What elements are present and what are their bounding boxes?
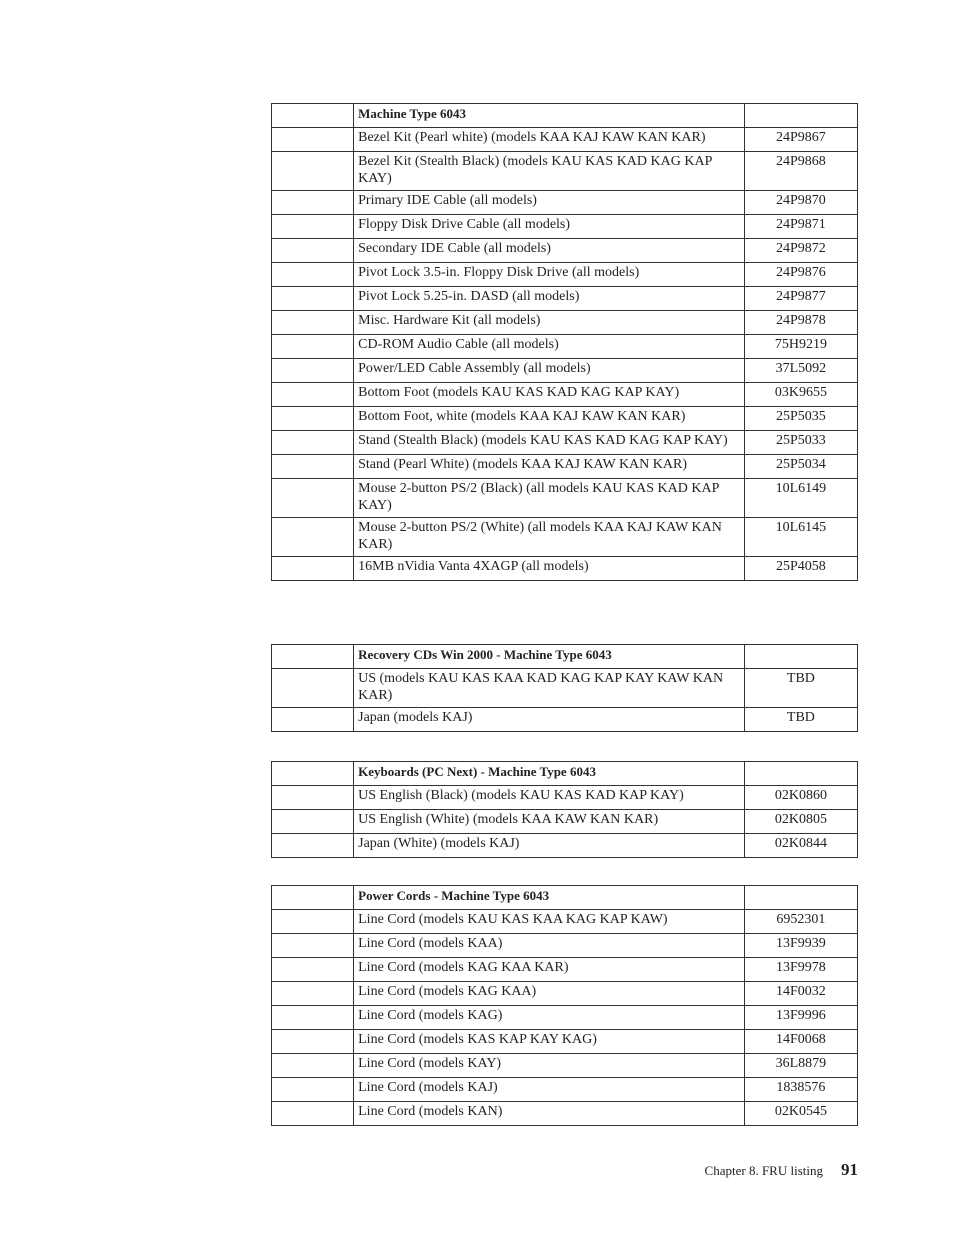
description-cell: Line Cord (models KAG KAA) (354, 982, 745, 1006)
fru-number-cell: 03K9655 (744, 383, 857, 407)
description-cell: Pivot Lock 5.25-in. DASD (all models) (354, 287, 745, 311)
description-cell: Line Cord (models KAY) (354, 1054, 745, 1078)
description-cell: Bezel Kit (Pearl white) (models KAA KAJ KAW KAN KAR) (354, 128, 745, 152)
table-row (272, 479, 858, 518)
index-cell (272, 834, 354, 858)
table-row (272, 359, 858, 383)
fru-table-recovery-cds (271, 644, 858, 732)
table-row (272, 239, 858, 263)
description-cell: Misc. Hardware Kit (all models) (354, 311, 745, 335)
index-cell (272, 335, 354, 359)
description-cell: Japan (White) (models KAJ) (354, 834, 745, 858)
description-cell: Line Cord (models KAU KAS KAA KAG KAP KAW) (354, 910, 745, 934)
description-cell: US (models KAU KAS KAA KAD KAG KAP KAY KAW KAN KAR) (354, 669, 745, 708)
index-cell (272, 359, 354, 383)
fru-number-cell: 10L6145 (744, 518, 857, 557)
index-cell (272, 786, 354, 810)
table-header-row (272, 645, 858, 669)
table-row (272, 786, 858, 810)
description-cell: Mouse 2-button PS/2 (White) (all models KAA KAJ KAW KAN KAR) (354, 518, 745, 557)
index-cell (272, 455, 354, 479)
index-cell (272, 311, 354, 335)
index-cell (272, 669, 354, 708)
page-number: 91 (841, 1160, 858, 1179)
description-cell: Pivot Lock 3.5-in. Floppy Disk Drive (all models) (354, 263, 745, 287)
description-cell: Primary IDE Cable (all models) (354, 191, 745, 215)
description-cell: Line Cord (models KAG KAA KAR) (354, 958, 745, 982)
table-row (272, 1078, 858, 1102)
table-row (272, 1054, 858, 1078)
table-header: Keyboards (PC Next) - Machine Type 6043 (354, 762, 745, 786)
description-cell: 16MB nVidia Vanta 4XAGP (all models) (354, 557, 745, 581)
table-row (272, 191, 858, 215)
fru-table-keyboards (271, 761, 858, 858)
description-cell: CD-ROM Audio Cable (all models) (354, 335, 745, 359)
index-cell (272, 1006, 354, 1030)
index-cell (272, 479, 354, 518)
description-cell: Bottom Foot (models KAU KAS KAD KAG KAP KAY) (354, 383, 745, 407)
fru-table-machine-type (271, 103, 858, 581)
description-cell: Secondary IDE Cable (all models) (354, 239, 745, 263)
description-cell: Power/LED Cable Assembly (all models) (354, 359, 745, 383)
table-row (272, 708, 858, 732)
table-row (272, 215, 858, 239)
fru-table-power-cords (271, 885, 858, 1126)
description-cell: Bezel Kit (Stealth Black) (models KAU KAS KAD KAG KAP KAY) (354, 152, 745, 191)
index-cell (272, 934, 354, 958)
fru-number-cell: 25P5033 (744, 431, 857, 455)
table-row (272, 1102, 858, 1126)
table-row (272, 557, 858, 581)
index-cell (272, 1030, 354, 1054)
fru-number-cell: 24P9870 (744, 191, 857, 215)
table-row (272, 910, 858, 934)
fru-number-cell: 24P9872 (744, 239, 857, 263)
empty-cell (272, 762, 354, 786)
fru-number-cell: 02K0860 (744, 786, 857, 810)
table-row (272, 1030, 858, 1054)
fru-number-cell: 14F0032 (744, 982, 857, 1006)
table-row (272, 518, 858, 557)
table-header: Machine Type 6043 (354, 104, 745, 128)
index-cell (272, 810, 354, 834)
index-cell (272, 1102, 354, 1126)
fru-number-cell: 13F9939 (744, 934, 857, 958)
empty-cell (744, 104, 857, 128)
empty-cell (272, 886, 354, 910)
index-cell (272, 557, 354, 581)
table-row (272, 287, 858, 311)
fru-number-cell: 1838576 (744, 1078, 857, 1102)
description-cell: Stand (Pearl White) (models KAA KAJ KAW KAN KAR) (354, 455, 745, 479)
fru-number-cell: 37L5092 (744, 359, 857, 383)
fru-number-cell: 25P5034 (744, 455, 857, 479)
description-cell: Bottom Foot, white (models KAA KAJ KAW KAN KAR) (354, 407, 745, 431)
fru-number-cell: 13F9996 (744, 1006, 857, 1030)
index-cell (272, 910, 354, 934)
index-cell (272, 239, 354, 263)
fru-number-cell: 24P9868 (744, 152, 857, 191)
index-cell (272, 287, 354, 311)
chapter-title: Chapter 8. FRU listing (704, 1163, 823, 1178)
fru-number-cell: 36L8879 (744, 1054, 857, 1078)
fru-number-cell: 24P9878 (744, 311, 857, 335)
index-cell (272, 708, 354, 732)
table-row (272, 1006, 858, 1030)
table-row (272, 263, 858, 287)
index-cell (272, 128, 354, 152)
table-header-row (272, 104, 858, 128)
fru-number-cell: 24P9871 (744, 215, 857, 239)
description-cell: US English (Black) (models KAU KAS KAD KAP KAY) (354, 786, 745, 810)
table-row (272, 669, 858, 708)
empty-cell (744, 886, 857, 910)
table-row (272, 383, 858, 407)
table-row (272, 934, 858, 958)
index-cell (272, 518, 354, 557)
index-cell (272, 982, 354, 1006)
description-cell: Japan (models KAJ) (354, 708, 745, 732)
description-cell: Line Cord (models KAS KAP KAY KAG) (354, 1030, 745, 1054)
table-header-row (272, 886, 858, 910)
table-header: Power Cords - Machine Type 6043 (354, 886, 745, 910)
fru-number-cell: TBD (744, 669, 857, 708)
empty-cell (744, 762, 857, 786)
table-row (272, 834, 858, 858)
description-cell: Line Cord (models KAG) (354, 1006, 745, 1030)
table-row (272, 407, 858, 431)
fru-number-cell: 24P9876 (744, 263, 857, 287)
fru-number-cell: 02K0844 (744, 834, 857, 858)
table-header: Recovery CDs Win 2000 - Machine Type 6043 (354, 645, 745, 669)
table-row (272, 982, 858, 1006)
description-cell: US English (White) (models KAA KAW KAN KAR) (354, 810, 745, 834)
fru-number-cell: 02K0545 (744, 1102, 857, 1126)
index-cell (272, 383, 354, 407)
description-cell: Stand (Stealth Black) (models KAU KAS KAD KAG KAP KAY) (354, 431, 745, 455)
page-footer (705, 1160, 858, 1180)
table-row (272, 455, 858, 479)
empty-cell (744, 645, 857, 669)
fru-number-cell: 6952301 (744, 910, 857, 934)
description-cell: Mouse 2-button PS/2 (Black) (all models KAU KAS KAD KAP KAY) (354, 479, 745, 518)
fru-number-cell: 24P9867 (744, 128, 857, 152)
table-row (272, 128, 858, 152)
empty-cell (272, 645, 354, 669)
index-cell (272, 1054, 354, 1078)
fru-number-cell: 25P4058 (744, 557, 857, 581)
index-cell (272, 152, 354, 191)
table-row (272, 152, 858, 191)
description-cell: Line Cord (models KAN) (354, 1102, 745, 1126)
index-cell (272, 431, 354, 455)
fru-number-cell: 24P9877 (744, 287, 857, 311)
fru-number-cell: 25P5035 (744, 407, 857, 431)
table-header-row (272, 762, 858, 786)
table-row (272, 431, 858, 455)
fru-number-cell: 02K0805 (744, 810, 857, 834)
table-row (272, 335, 858, 359)
fru-number-cell: 14F0068 (744, 1030, 857, 1054)
index-cell (272, 263, 354, 287)
table-row (272, 311, 858, 335)
index-cell (272, 958, 354, 982)
index-cell (272, 407, 354, 431)
table-row (272, 958, 858, 982)
description-cell: Line Cord (models KAJ) (354, 1078, 745, 1102)
empty-cell (272, 104, 354, 128)
fru-number-cell: 13F9978 (744, 958, 857, 982)
fru-number-cell: 10L6149 (744, 479, 857, 518)
index-cell (272, 191, 354, 215)
index-cell (272, 1078, 354, 1102)
fru-number-cell: TBD (744, 708, 857, 732)
index-cell (272, 215, 354, 239)
description-cell: Floppy Disk Drive Cable (all models) (354, 215, 745, 239)
fru-number-cell: 75H9219 (744, 335, 857, 359)
description-cell: Line Cord (models KAA) (354, 934, 745, 958)
table-row (272, 810, 858, 834)
